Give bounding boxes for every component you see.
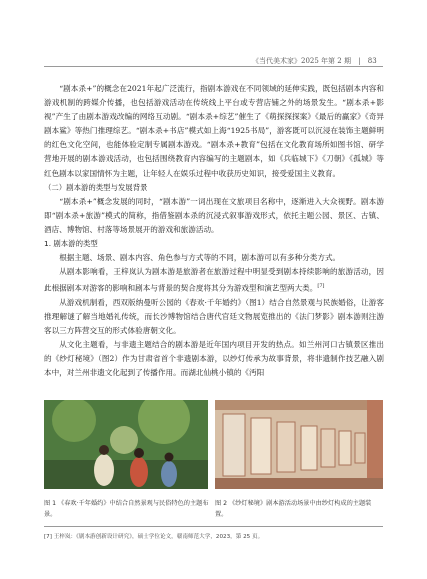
footnote-mark: [7]: [317, 283, 325, 290]
page-number: 83: [367, 57, 377, 65]
figure-1-caption: 图 1 《春欢·千年婚约》中结合自然景观与民俗特色的主题布景。: [44, 500, 209, 518]
figure-1-photo: [44, 400, 208, 489]
paragraph-definition: “剧本杀+”概念发展的同时，“剧本游”一词出现在文旅项目名称中，逐渐进入大众视野。剧本游即“剧本杀+旅游”模式的简称，指借鉴剧本杀的沉浸式叙事游戏形式，依托主题公园、景区、古镇、酒店、博物馆、村落等场景展开的游戏和旅游活动。: [44, 196, 384, 234]
footnote-rule: [44, 526, 383, 527]
header-separator: |: [358, 57, 361, 65]
figure-2-photo: [215, 400, 383, 489]
footnote: [7] 王梓岚：《剧本游创新设计研究》，硕士学位论文，赣南师范大学，2023，第 25 页。: [44, 534, 264, 540]
paragraph-types: 根据主题、场景、剧本内容、角色参与方式等的不同，剧本游可以有多种分类方式。: [59, 253, 341, 263]
article-body: [44, 82, 384, 381]
header-rule: [44, 66, 383, 67]
paragraph-mechanism: 从游戏机制看，西双版纳曼听公园的《春欢·千年婚约》（图1）结合自然景观与民族婚俗，让游客推理解谜了解当地婚礼传统，而长沙博物馆结合唐代官廷文物展览推出的《法门梦影》剧本游则注游客以三方阵营交互的形式体验唐朝文化。: [44, 297, 384, 336]
figure-2-illustration: [215, 400, 383, 489]
section-heading: （二）剧本游的类型与发展背景: [44, 182, 148, 192]
paragraph-influence: [44, 265, 384, 296]
sub-heading: 1. 剧本游的类型: [44, 239, 98, 249]
figure-1-illustration: [44, 400, 208, 489]
running-header: [252, 56, 381, 66]
paragraph-culture: 从文化主题看，与非遗主题结合的剧本游是近年国内项目开发的热点。如兰州河口古镇景区推出的《纱灯秘境》（图2）作为甘肃省首个非遗剧本游，以纱灯传承为故事背景，将非遗制作技艺融入剧本中，对兰州非遗文化起到了传播作用。而湖北仙桃小镇的《沔阳: [44, 340, 384, 378]
paragraph-intro: “剧本杀+”的概念在2021年起广泛流行，指剧本游戏在不同领域的延伸实践，既包括剧本内容和游戏机制的跨媒介传播，也包括游戏活动在传统线上平台或专营店铺之外的场景发生。“剧本杀+影视”产生了由剧本游戏改编的网络互动剧。“剧本杀+综艺”催生了《萌探探探案》《最后的赢家》《奇异剧本鲨》等热门推理综艺。“剧本杀+书店”模式如上海“1925书局”，游客既可以沉浸在装饰主题鲜明的红色文化空间，也能体验定制专属剧本游戏。“剧本杀+教育”包括在文化教育场所如图书馆、研学营地开展的剧本游戏活动，也包括围绕教育内容编写的主题剧本，如《兵临城下》《刀朝》《孤城》等红色剧本以家国情怀为主题，让年轻人在娱乐过程中收获历史知识，接受爱国主义教育。: [44, 84, 384, 178]
journal-name: 《当代美术家》2025 年第 2 期: [252, 57, 351, 65]
figure-2-caption: 图 2 《纱灯秘境》剧本游活动场景中由纱灯构成的主题装置。: [215, 500, 372, 518]
paragraph-influence-text: 从剧本影响看，王梓岚认为剧本游是旅游者在旅游过程中明显受到剧本持续影响的旅游活动，因此根据剧本对游客的影响和剧本与背景的契合度将其分为游戏型和演艺型两大类。: [44, 267, 384, 293]
